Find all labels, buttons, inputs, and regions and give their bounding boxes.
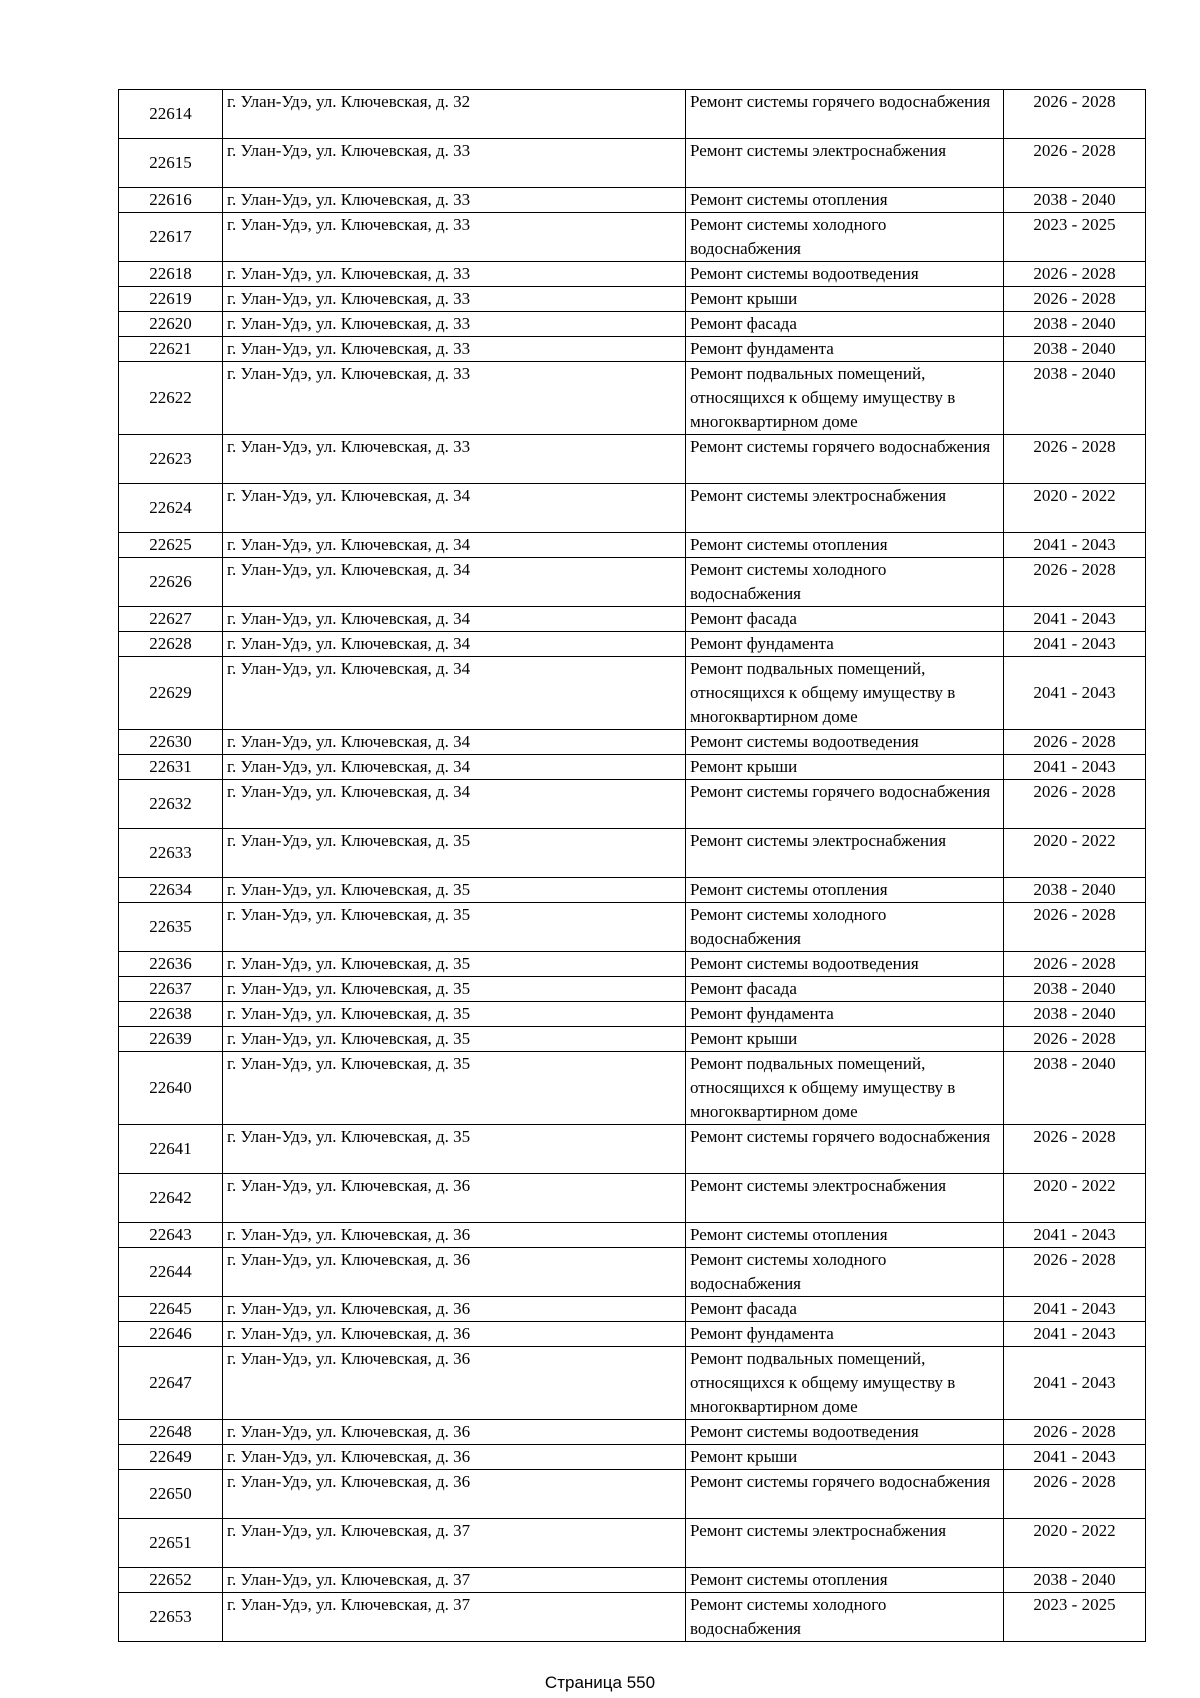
address-cell: г. Улан-Удэ, ул. Ключевская, д. 33 <box>223 435 686 484</box>
table-row <box>119 755 1146 780</box>
row-number-cell: 22619 <box>119 287 223 312</box>
table-row <box>119 1322 1146 1347</box>
row-number-cell: 22624 <box>119 484 223 533</box>
address-cell: г. Улан-Удэ, ул. Ключевская, д. 33 <box>223 312 686 337</box>
row-number-cell: 22629 <box>119 657 223 730</box>
work-type-cell: Ремонт фундамента <box>686 1322 1004 1347</box>
period-cell: 2038 - 2040 <box>1004 878 1146 903</box>
table-row <box>119 1568 1146 1593</box>
address-cell: г. Улан-Удэ, ул. Ключевская, д. 35 <box>223 829 686 878</box>
row-number-cell: 22648 <box>119 1420 223 1445</box>
table-row <box>119 312 1146 337</box>
work-type-cell: Ремонт системы водоотведения <box>686 952 1004 977</box>
table-row <box>119 1223 1146 1248</box>
work-type-cell: Ремонт системы отопления <box>686 188 1004 213</box>
row-number-cell: 22616 <box>119 188 223 213</box>
work-type-cell: Ремонт системы горячего водоснабжения <box>686 1470 1004 1519</box>
address-cell: г. Улан-Удэ, ул. Ключевская, д. 33 <box>223 287 686 312</box>
table-row <box>119 337 1146 362</box>
address-cell: г. Улан-Удэ, ул. Ключевская, д. 33 <box>223 213 686 262</box>
work-type-cell: Ремонт системы водоотведения <box>686 730 1004 755</box>
address-cell: г. Улан-Удэ, ул. Ключевская, д. 35 <box>223 878 686 903</box>
table-row <box>119 90 1146 139</box>
table-row <box>119 952 1146 977</box>
work-type-cell: Ремонт системы водоотведения <box>686 1420 1004 1445</box>
page-number: Страница 550 <box>544 1673 656 1692</box>
work-type-cell: Ремонт крыши <box>686 287 1004 312</box>
table-row <box>119 287 1146 312</box>
period-cell: 2041 - 2043 <box>1004 632 1146 657</box>
row-number-cell: 22653 <box>119 1593 223 1642</box>
period-cell: 2038 - 2040 <box>1004 362 1146 435</box>
work-type-cell: Ремонт фасада <box>686 312 1004 337</box>
work-type-cell: Ремонт фасада <box>686 607 1004 632</box>
period-cell: 2041 - 2043 <box>1004 657 1146 730</box>
table-row <box>119 1445 1146 1470</box>
period-cell: 2026 - 2028 <box>1004 435 1146 484</box>
period-cell: 2020 - 2022 <box>1004 1174 1146 1223</box>
address-cell: г. Улан-Удэ, ул. Ключевская, д. 36 <box>223 1248 686 1297</box>
period-cell: 2020 - 2022 <box>1004 484 1146 533</box>
period-cell: 2038 - 2040 <box>1004 188 1146 213</box>
work-type-cell: Ремонт подвальных помещений, относящихся к общему имуществу в многоквартирном доме <box>686 1347 1004 1420</box>
period-cell: 2020 - 2022 <box>1004 1519 1146 1568</box>
work-type-cell: Ремонт подвальных помещений, относящихся к общему имуществу в многоквартирном доме <box>686 1052 1004 1125</box>
address-cell: г. Улан-Удэ, ул. Ключевская, д. 34 <box>223 558 686 607</box>
table-body <box>119 90 1146 1642</box>
table-row <box>119 1470 1146 1519</box>
address-cell: г. Улан-Удэ, ул. Ключевская, д. 34 <box>223 730 686 755</box>
period-cell: 2026 - 2028 <box>1004 558 1146 607</box>
address-cell: г. Улан-Удэ, ул. Ключевская, д. 34 <box>223 533 686 558</box>
period-cell: 2026 - 2028 <box>1004 1470 1146 1519</box>
work-type-cell: Ремонт системы электроснабжения <box>686 139 1004 188</box>
table-row <box>119 1593 1146 1642</box>
row-number-cell: 22643 <box>119 1223 223 1248</box>
address-cell: г. Улан-Удэ, ул. Ключевская, д. 36 <box>223 1347 686 1420</box>
period-cell: 2026 - 2028 <box>1004 952 1146 977</box>
period-cell: 2026 - 2028 <box>1004 903 1146 952</box>
row-number-cell: 22641 <box>119 1125 223 1174</box>
address-cell: г. Улан-Удэ, ул. Ключевская, д. 37 <box>223 1568 686 1593</box>
row-number-cell: 22620 <box>119 312 223 337</box>
work-type-cell: Ремонт подвальных помещений, относящихся к общему имуществу в многоквартирном доме <box>686 657 1004 730</box>
address-cell: г. Улан-Удэ, ул. Ключевская, д. 34 <box>223 657 686 730</box>
row-number-cell: 22650 <box>119 1470 223 1519</box>
row-number-cell: 22646 <box>119 1322 223 1347</box>
address-cell: г. Улан-Удэ, ул. Ключевская, д. 35 <box>223 977 686 1002</box>
row-number-cell: 22642 <box>119 1174 223 1223</box>
table-row <box>119 977 1146 1002</box>
row-number-cell: 22628 <box>119 632 223 657</box>
row-number-cell: 22647 <box>119 1347 223 1420</box>
period-cell: 2041 - 2043 <box>1004 1347 1146 1420</box>
period-cell: 2026 - 2028 <box>1004 139 1146 188</box>
address-cell: г. Улан-Удэ, ул. Ключевская, д. 35 <box>223 1002 686 1027</box>
period-cell: 2041 - 2043 <box>1004 533 1146 558</box>
address-cell: г. Улан-Удэ, ул. Ключевская, д. 34 <box>223 607 686 632</box>
row-number-cell: 22651 <box>119 1519 223 1568</box>
address-cell: г. Улан-Удэ, ул. Ключевская, д. 36 <box>223 1470 686 1519</box>
period-cell: 2026 - 2028 <box>1004 1027 1146 1052</box>
row-number-cell: 22637 <box>119 977 223 1002</box>
table-row <box>119 829 1146 878</box>
period-cell: 2020 - 2022 <box>1004 829 1146 878</box>
period-cell: 2026 - 2028 <box>1004 780 1146 829</box>
period-cell: 2023 - 2025 <box>1004 1593 1146 1642</box>
table-row <box>119 1420 1146 1445</box>
address-cell: г. Улан-Удэ, ул. Ключевская, д. 37 <box>223 1593 686 1642</box>
period-cell: 2026 - 2028 <box>1004 1420 1146 1445</box>
period-cell: 2041 - 2043 <box>1004 1445 1146 1470</box>
table-row <box>119 1125 1146 1174</box>
table-row <box>119 262 1146 287</box>
work-type-cell: Ремонт системы холодного водоснабжения <box>686 558 1004 607</box>
period-cell: 2038 - 2040 <box>1004 977 1146 1002</box>
row-number-cell: 22614 <box>119 90 223 139</box>
row-number-cell: 22632 <box>119 780 223 829</box>
row-number-cell: 22639 <box>119 1027 223 1052</box>
work-type-cell: Ремонт системы холодного водоснабжения <box>686 213 1004 262</box>
table-row <box>119 632 1146 657</box>
capital-repair-table <box>118 89 1146 1642</box>
table-row <box>119 139 1146 188</box>
address-cell: г. Улан-Удэ, ул. Ключевская, д. 33 <box>223 362 686 435</box>
table-row <box>119 484 1146 533</box>
address-cell: г. Улан-Удэ, ул. Ключевская, д. 33 <box>223 262 686 287</box>
table-row <box>119 558 1146 607</box>
address-cell: г. Улан-Удэ, ул. Ключевская, д. 35 <box>223 952 686 977</box>
work-type-cell: Ремонт системы электроснабжения <box>686 1519 1004 1568</box>
work-type-cell: Ремонт фасада <box>686 1297 1004 1322</box>
address-cell: г. Улан-Удэ, ул. Ключевская, д. 36 <box>223 1223 686 1248</box>
work-type-cell: Ремонт системы горячего водоснабжения <box>686 780 1004 829</box>
address-cell: г. Улан-Удэ, ул. Ключевская, д. 34 <box>223 755 686 780</box>
row-number-cell: 22634 <box>119 878 223 903</box>
table-row <box>119 780 1146 829</box>
address-cell: г. Улан-Удэ, ул. Ключевская, д. 36 <box>223 1445 686 1470</box>
period-cell: 2041 - 2043 <box>1004 755 1146 780</box>
period-cell: 2023 - 2025 <box>1004 213 1146 262</box>
period-cell: 2038 - 2040 <box>1004 1052 1146 1125</box>
table-row <box>119 188 1146 213</box>
address-cell: г. Улан-Удэ, ул. Ключевская, д. 34 <box>223 632 686 657</box>
table-row <box>119 878 1146 903</box>
work-type-cell: Ремонт системы отопления <box>686 1223 1004 1248</box>
period-cell: 2026 - 2028 <box>1004 287 1146 312</box>
row-number-cell: 22649 <box>119 1445 223 1470</box>
period-cell: 2026 - 2028 <box>1004 1248 1146 1297</box>
table-row <box>119 657 1146 730</box>
work-type-cell: Ремонт системы электроснабжения <box>686 829 1004 878</box>
row-number-cell: 22635 <box>119 903 223 952</box>
address-cell: г. Улан-Удэ, ул. Ключевская, д. 36 <box>223 1174 686 1223</box>
table-row <box>119 533 1146 558</box>
period-cell: 2038 - 2040 <box>1004 312 1146 337</box>
table-row <box>119 1248 1146 1297</box>
row-number-cell: 22652 <box>119 1568 223 1593</box>
row-number-cell: 22627 <box>119 607 223 632</box>
row-number-cell: 22636 <box>119 952 223 977</box>
work-type-cell: Ремонт системы отопления <box>686 1568 1004 1593</box>
row-number-cell: 22640 <box>119 1052 223 1125</box>
row-number-cell: 22633 <box>119 829 223 878</box>
row-number-cell: 22631 <box>119 755 223 780</box>
work-type-cell: Ремонт системы водоотведения <box>686 262 1004 287</box>
address-cell: г. Улан-Удэ, ул. Ключевская, д. 33 <box>223 188 686 213</box>
period-cell: 2026 - 2028 <box>1004 1125 1146 1174</box>
work-type-cell: Ремонт крыши <box>686 755 1004 780</box>
table-row <box>119 903 1146 952</box>
row-number-cell: 22615 <box>119 139 223 188</box>
period-cell: 2041 - 2043 <box>1004 1223 1146 1248</box>
work-type-cell: Ремонт фасада <box>686 977 1004 1002</box>
row-number-cell: 22623 <box>119 435 223 484</box>
address-cell: г. Улан-Удэ, ул. Ключевская, д. 33 <box>223 337 686 362</box>
table-row <box>119 1174 1146 1223</box>
address-cell: г. Улан-Удэ, ул. Ключевская, д. 36 <box>223 1322 686 1347</box>
row-number-cell: 22645 <box>119 1297 223 1322</box>
row-number-cell: 22626 <box>119 558 223 607</box>
work-type-cell: Ремонт системы горячего водоснабжения <box>686 435 1004 484</box>
table-row <box>119 730 1146 755</box>
work-type-cell: Ремонт системы горячего водоснабжения <box>686 90 1004 139</box>
row-number-cell: 22644 <box>119 1248 223 1297</box>
work-type-cell: Ремонт фундамента <box>686 632 1004 657</box>
period-cell: 2038 - 2040 <box>1004 1568 1146 1593</box>
row-number-cell: 22638 <box>119 1002 223 1027</box>
period-cell: 2041 - 2043 <box>1004 1297 1146 1322</box>
address-cell: г. Улан-Удэ, ул. Ключевская, д. 35 <box>223 1027 686 1052</box>
address-cell: г. Улан-Удэ, ул. Ключевская, д. 32 <box>223 90 686 139</box>
row-number-cell: 22621 <box>119 337 223 362</box>
period-cell: 2026 - 2028 <box>1004 730 1146 755</box>
work-type-cell: Ремонт системы отопления <box>686 533 1004 558</box>
address-cell: г. Улан-Удэ, ул. Ключевская, д. 35 <box>223 903 686 952</box>
work-type-cell: Ремонт системы электроснабжения <box>686 484 1004 533</box>
work-type-cell: Ремонт подвальных помещений, относящихся к общему имуществу в многоквартирном доме <box>686 362 1004 435</box>
row-number-cell: 22618 <box>119 262 223 287</box>
period-cell: 2026 - 2028 <box>1004 90 1146 139</box>
work-type-cell: Ремонт крыши <box>686 1027 1004 1052</box>
table-row <box>119 1027 1146 1052</box>
row-number-cell: 22622 <box>119 362 223 435</box>
address-cell: г. Улан-Удэ, ул. Ключевская, д. 35 <box>223 1052 686 1125</box>
table-row <box>119 1297 1146 1322</box>
work-type-cell: Ремонт системы отопления <box>686 878 1004 903</box>
row-number-cell: 22617 <box>119 213 223 262</box>
table-row <box>119 607 1146 632</box>
period-cell: 2038 - 2040 <box>1004 337 1146 362</box>
period-cell: 2041 - 2043 <box>1004 1322 1146 1347</box>
work-type-cell: Ремонт системы холодного водоснабжения <box>686 903 1004 952</box>
table-row <box>119 1002 1146 1027</box>
address-cell: г. Улан-Удэ, ул. Ключевская, д. 36 <box>223 1420 686 1445</box>
address-cell: г. Улан-Удэ, ул. Ключевская, д. 35 <box>223 1125 686 1174</box>
period-cell: 2038 - 2040 <box>1004 1002 1146 1027</box>
table-row <box>119 1052 1146 1125</box>
table-row <box>119 435 1146 484</box>
period-cell: 2026 - 2028 <box>1004 262 1146 287</box>
work-type-cell: Ремонт системы холодного водоснабжения <box>686 1593 1004 1642</box>
address-cell: г. Улан-Удэ, ул. Ключевская, д. 36 <box>223 1297 686 1322</box>
work-type-cell: Ремонт системы горячего водоснабжения <box>686 1125 1004 1174</box>
address-cell: г. Улан-Удэ, ул. Ключевская, д. 34 <box>223 484 686 533</box>
period-cell: 2041 - 2043 <box>1004 607 1146 632</box>
row-number-cell: 22625 <box>119 533 223 558</box>
work-type-cell: Ремонт системы электроснабжения <box>686 1174 1004 1223</box>
work-type-cell: Ремонт системы холодного водоснабжения <box>686 1248 1004 1297</box>
row-number-cell: 22630 <box>119 730 223 755</box>
address-cell: г. Улан-Удэ, ул. Ключевская, д. 34 <box>223 780 686 829</box>
address-cell: г. Улан-Удэ, ул. Ключевская, д. 37 <box>223 1519 686 1568</box>
table-row <box>119 362 1146 435</box>
table-row <box>119 213 1146 262</box>
table-row <box>119 1519 1146 1568</box>
work-type-cell: Ремонт фундамента <box>686 337 1004 362</box>
address-cell: г. Улан-Удэ, ул. Ключевская, д. 33 <box>223 139 686 188</box>
work-type-cell: Ремонт крыши <box>686 1445 1004 1470</box>
work-type-cell: Ремонт фундамента <box>686 1002 1004 1027</box>
table-row <box>119 1347 1146 1420</box>
